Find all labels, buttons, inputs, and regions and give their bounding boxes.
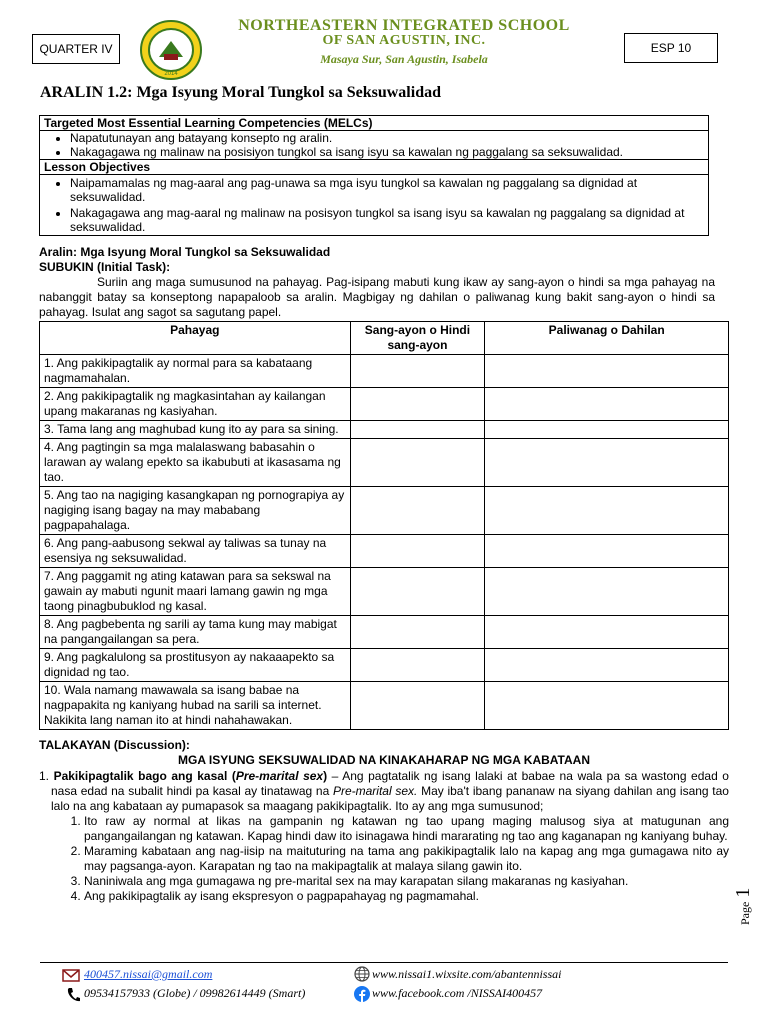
answer-cell[interactable] [350,568,485,616]
statement-cell: 2. Ang pakikipagtalik ng magkasintahan ay kailangan upang makaranas ng kasiyahan. [40,388,351,421]
table-row [40,439,729,487]
subukin-instructions: Suriin ang maga sumusunod na pahayag. Pag-isipang mabuti kung ikaw ay sang-ayon o hindi sa mga pahayag na nabanggit batay sa konseptong napapaloob sa aralin. Magbigay ng dahilan o paliwanag kung bakit sang-ayon o hindi sa pahayag. Isulat ang sagot sa sagutang papel. [39,275,715,319]
objectives-heading: Lesson Objectives [40,160,709,175]
melc-heading: Targeted Most Essential Learning Competencies (MELCs) [40,116,709,131]
phone-numbers: 09534157933 (Globe) / 09982614449 (Smart) [84,986,306,1000]
page-indicator [732,865,752,925]
statement-cell: 7. Ang paggamit ng ating katawan para sa sekswal na gawain ay mabuti ngunit maari lamang gawin ng mga taong pinagbubuklod ng kasal. [40,568,351,616]
list-item: • Napatutunayan ang batayang konsepto ng aralin. [70,131,704,145]
statement-cell: 3. Tama lang ang maghubad kung ito ay para sa sining. [40,421,351,439]
reason-cell[interactable] [485,535,729,568]
table-row [40,487,729,535]
footer-divider [40,962,728,963]
table-row [40,568,729,616]
school-name-line1: NORTHEASTERN INTEGRATED SCHOOL [238,17,570,34]
melc-table [39,115,709,236]
statement-cell: 10. Wala namang mawawala sa isang babae na nagpapakita ng kaniyang hubad na sarili sa internet. Nakikita lang naman ito at hindi nahahawakan. [40,682,351,730]
lesson-title: ARALIN 1.2: Mga Isyung Moral Tungkol sa Seksuwalidad [40,84,441,101]
discussion-subheading: MGA ISYUNG SEKSUWALIDAD NA KINAKAHARAP NG MGA KABATAAN [178,753,590,767]
item-text: May iba't ibang pananaw na siyang dahilan ang isang tao lalo na ang kabataan ay pumapasok sa maagang pakikipagtalik. Ito ay ang mga sumusunod; [51,784,729,813]
table-row [40,682,729,730]
table-row [40,535,729,568]
reason-cell[interactable] [485,388,729,421]
table-row [40,649,729,682]
discussion-heading: TALAKAYAN (Discussion): [39,738,190,752]
page-number: 1 [732,887,754,898]
list-item: • Nakagagawa ng malinaw na posisiyon tungkol sa isang isyu sa kawalan ng paggalang sa seksuwalidad. [70,145,704,159]
reason-cell[interactable] [485,568,729,616]
list-item: • Nakagagawa ang mag-aaral ng malinaw na posisyon tungkol sa isang isyu sa kawalan ng paggalang sa dignidad at seksuwalidad. [70,206,704,234]
reasons-list [39,814,729,904]
quarter-label: QUARTER IV [32,34,120,64]
answer-cell[interactable] [350,421,485,439]
page-label: Page [738,901,752,925]
objectives-list [44,176,704,234]
list-item: 4. Ang pakikipagtalik ay isang ekspresyon o pagpapahayag ng pagmamahal. [84,889,729,904]
answer-cell[interactable] [350,649,485,682]
table-row [40,421,729,439]
school-logo [140,19,202,81]
list-item: • Naipamamalas ng mag-aaral ang pag-unawa sa mga isyu tungkol sa kawalan ng paggalang sa dignidad at seksuwalidad. [70,176,704,204]
discussion-item-1 [39,769,729,814]
statement-cell: 4. Ang pagtingin sa mga malalaswang babasahin o larawan ay walang epekto sa ikabubuti at ikasasama ng tao. [40,439,351,487]
subject-label: ESP 10 [624,33,718,63]
melc-list [44,131,704,159]
table-row [40,616,729,649]
reason-cell[interactable] [485,487,729,535]
list-item: 3. Naniniwala ang mga gumagawa ng pre-marital sex na may karapatan silang makaranas ng kasiyahan. [84,874,729,889]
list-item: 2. Maraming kabataan ang nag-iisip na maituturing na tama ang pakikipagtalik lalo na kapag ang mga gumagawa nito ay may pagsanga-ayon. Karapatan ng tao na makipagtalik at malaya silang gawin ito. [84,844,729,874]
statement-cell: 9. Ang pagkalulong sa prostitusyon ay nakaaapekto sa dignidad ng tao. [40,649,351,682]
answer-cell[interactable] [350,682,485,730]
item-text-italic: Pre-marital sex. [332,784,418,798]
website-link[interactable]: www.nissai1.wixsite.com/abantennissai [372,967,562,981]
facebook-link[interactable]: www.facebook.com /NISSAI400457 [372,986,543,1000]
svg-text:2014: 2014 [164,71,178,77]
item-title: Pakikipagtalik bago ang kasal [53,769,228,783]
reason-cell[interactable] [485,421,729,439]
email-icon [62,967,80,983]
statement-cell: 8. Ang pagbebenta ng sarili ay tama kung may mabigat na pangangailangan sa pera. [40,616,351,649]
facebook-icon [354,986,370,1002]
reason-cell[interactable] [485,682,729,730]
reason-cell[interactable] [485,616,729,649]
phone-icon [66,987,80,1003]
answer-cell[interactable] [350,388,485,421]
globe-icon [354,966,370,982]
table-row [40,355,729,388]
email-link[interactable]: 400457.nissai@gmail.com [84,967,213,981]
column-header: Sang-ayon o Hindi sang-ayon [350,322,485,355]
answer-cell[interactable] [350,355,485,388]
item-title-open: ( [227,769,236,783]
reason-cell[interactable] [485,439,729,487]
item-text: – Ang pagtatalik ng isang lalaki at babae na wala pa sa wastong edad o nasa edad na subalit hindi pa kasal ay tinatawag na [51,769,729,798]
item-title-italic: Pre-marital sex [235,769,324,783]
table-row [40,388,729,421]
list-item: 1. Ito raw ay normal at likas na gampanin ng katawan ng tao upang maging malusog siya at matugunan ang pangangailangan ng katawan. Kapag hindi daw ito isinagawa hindi mararating ng tao ang kaganapan ng kaniyang buhay. [84,814,729,844]
item-number: 1. [39,769,54,783]
statement-cell: 5. Ang tao na nagiging kasangkapan ng pornograpiya ay nagiging isang bagay na may mababang pagpapahalaga. [40,487,351,535]
initial-task-table [39,321,729,730]
statement-cell: 1. Ang pakikipagtalik ay normal para sa kabataang nagmamahalan. [40,355,351,388]
subukin-heading: SUBUKIN (Initial Task): [39,260,171,274]
answer-cell[interactable] [350,535,485,568]
discussion-body [39,769,729,904]
item-title-close: ) [323,769,328,783]
answer-cell[interactable] [350,616,485,649]
school-name-line2: OF SAN AGUSTIN, INC. [322,33,486,48]
column-header: Pahayag [40,322,351,355]
answer-cell[interactable] [350,487,485,535]
reason-cell[interactable] [485,355,729,388]
school-address: Masaya Sur, San Agustin, Isabela [320,52,488,66]
aralin-line: Aralin: Mga Isyung Moral Tungkol sa Seksuwalidad [39,245,331,259]
answer-cell[interactable] [350,439,485,487]
statement-cell: 6. Ang pang-aabusong sekwal ay taliwas sa tunay na esensiya ng seksuwalidad. [40,535,351,568]
reason-cell[interactable] [485,649,729,682]
column-header: Paliwanag o Dahilan [485,322,729,355]
